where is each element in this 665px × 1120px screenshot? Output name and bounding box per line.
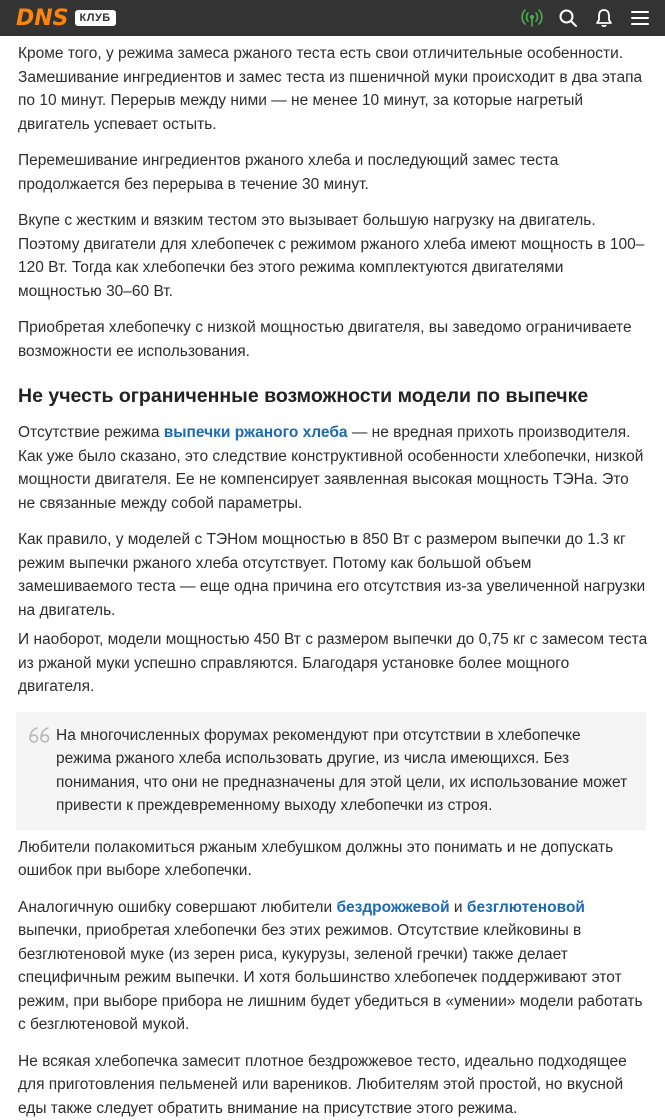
paragraph: Как правило, у моделей с ТЭНом мощностью в 850 Вт с размером выпечки до 1.3 кг режим выпечки ржаного хлеба отсутствует. Потому как большой объем замешиваемого теста — еще одна причина его отсутствия из-за увеличенной нагрузки на двигатель. <box>18 528 648 622</box>
text-run: Аналогичную ошибку совершают любители <box>18 899 336 916</box>
text-run: выпечки, приобретая хлебопечки без этих режимов. Отсутствие клейковины в безглютеновой муке (из зерен риса, кукурузы, зеленой гречки) также делает специфичным режим выпечки. И хотя большинство хлебопечек поддерживают этот режим, при выборе прибора не лишним будет убедиться в «умении» модели работать с безглютеновой мукой. <box>18 922 643 1033</box>
text-run: Отсутствие режима <box>18 424 164 441</box>
dns-club-logo[interactable] <box>16 0 116 36</box>
quote-text: На многочисленных форумах рекомендуют при отсутствии в хлебопечке режима ржаного хлеба использовать другие, из числа имеющихся. Без понимания, что они не предназначены для этой цели, их использование может привести к преждевременному выходу хлебопечки из строя. <box>56 724 632 818</box>
text-run: и <box>450 899 467 916</box>
broadcast-icon[interactable] <box>521 7 543 29</box>
paragraph: Приобретая хлебопечку с низкой мощностью двигателя, вы заведомо ограничиваете возможности ее использования. <box>18 316 648 363</box>
header-actions <box>507 0 651 36</box>
paragraph: И наоборот, модели мощностью 450 Вт с размером выпечки до 0,75 кг с замесом теста из ржаной муки успешно справляются. Благодаря установке более мощного двигателя. <box>18 628 648 699</box>
logo-club-badge: КЛУБ <box>75 10 116 26</box>
paragraph: Не всякая хлебопечка замесит плотное бездрожжевое тесто, идеально подходящее для приготовления пельменей или вареников. Любителям этой простой, но вкусной еды также следует обратить внимание на присутствие этого режима. <box>18 1050 648 1120</box>
quote-icon <box>28 726 50 744</box>
link-gluten-free[interactable]: безглютеновой <box>467 899 585 916</box>
logo-dns-text: DNS <box>16 6 69 31</box>
paragraph: Кроме того, у режима замеса ржаного теста есть свои отличительные особенности. Замешивание ингредиентов и замес теста из пшеничной муки происходит в два этапа по 10 минут. Перерыв между ними — не менее 10 минут, за которые нагретый двигатель успевает остыть. <box>18 42 648 136</box>
paragraph: Любители полакомиться ржаным хлебушком должны это понимать и не допускать ошибок при выборе хлебопечки. <box>18 836 648 883</box>
text-run: — не вредная прихоть производителя. Как уже было сказано, это следствие конструктивной особенности хлебопечки, низкой мощности двигателя. Ее не компенсирует заявленная высокая мощность ТЭНа. Это не связанные между собой параметры. <box>18 424 643 512</box>
section-heading: Не учесть ограниченные возможности модели по выпечке <box>18 383 648 409</box>
blockquote <box>16 712 646 830</box>
paragraph: Вкупе с жестким и вязким тестом это вызывает большую нагрузку на двигатель. Поэтому двигатели для хлебопечек с режимом ржаного хлеба имеют мощность в 100–120 Вт. Тогда как хлебопечки без этого режима комплектуются двигателями мощностью 30–60 Вт. <box>18 209 648 303</box>
link-rye-bread[interactable]: выпечки ржаного хлеба <box>164 424 348 441</box>
menu-icon[interactable] <box>629 7 651 29</box>
paragraph <box>18 421 648 515</box>
paragraph: Перемешивание ингредиентов ржаного хлеба и последующий замес теста продолжается без перерыва в течение 30 минут. <box>18 149 648 196</box>
paragraph <box>18 896 648 1037</box>
link-yeast-free[interactable]: бездрожжевой <box>336 899 449 916</box>
article-body <box>18 42 648 1120</box>
search-icon[interactable] <box>557 7 579 29</box>
bell-icon[interactable] <box>593 7 615 29</box>
top-bar <box>0 0 665 36</box>
